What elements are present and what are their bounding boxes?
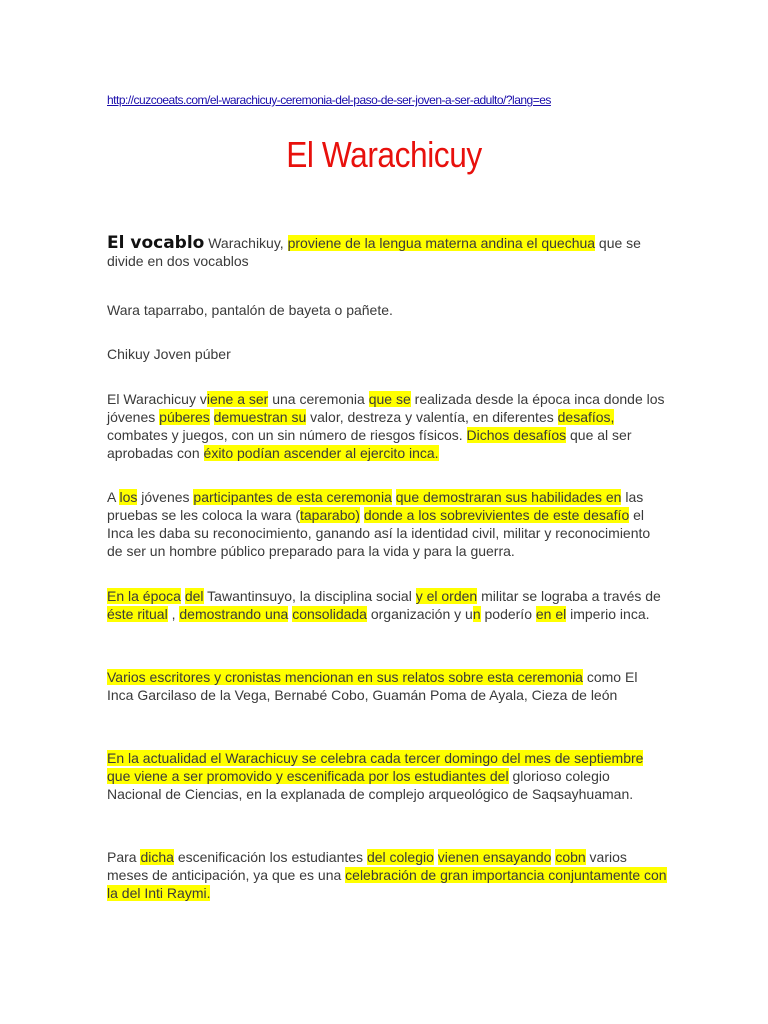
paragraph-epoca <box>107 587 667 623</box>
paragraph-wara <box>107 301 667 319</box>
body-text: que se divide en dos vocablos <box>107 235 641 269</box>
highlighted-text: vienen ensayando <box>437 849 552 865</box>
body-text: organización y u <box>366 606 473 622</box>
source-link[interactable]: http://cuzcoeats.com/el-warachicuy-ceremonia-del-paso-de-ser-joven-a-ser-adulto/?lang=es <box>107 93 551 107</box>
paragraph-chikuy <box>107 345 667 363</box>
highlighted-text: taparabo) <box>300 507 360 523</box>
body-text: poderío <box>480 606 536 622</box>
paragraph-actualidad <box>107 749 667 803</box>
highlighted-text: Dichos desafíos <box>466 427 567 443</box>
body-text: A <box>107 489 120 505</box>
highlighted-text: proviene de la lengua materna andina el quechua <box>287 235 596 251</box>
highlighted-text: que demostraran sus habilidades en <box>395 489 622 505</box>
highlighted-text: Varios escritores y cronistas mencionan en sus relatos sobre esta ceremonia <box>107 669 583 685</box>
body-text: jóvenes <box>137 489 194 505</box>
highlighted-text: En la época <box>107 588 181 604</box>
body-text: valor, destreza y valentía, en diferentes <box>306 409 558 425</box>
highlighted-text: del colegio <box>366 849 434 865</box>
body-text: combates y juegos, con un sin número de riesgos físicos. <box>107 427 467 443</box>
body-text: militar se lograba a través de <box>477 588 661 604</box>
highlighted-text: participantes de esta ceremonia <box>193 489 392 505</box>
highlighted-text: donde a los sobrevivientes de este desafío <box>363 507 630 523</box>
body-text: , <box>167 606 180 622</box>
body-text: glorioso colegio Nacional de Ciencias, en la explanada de complejo arqueológico de Saqsayhuaman. <box>107 768 634 802</box>
highlighted-text: iene a ser <box>206 391 269 407</box>
body-text: imperio inca. <box>566 606 650 622</box>
highlighted-text: cobn <box>555 849 586 865</box>
body-text: realizada desde la época inca donde los jóvenes <box>107 391 665 425</box>
body-text: varios meses de anticipación, ya que es una <box>107 849 627 883</box>
paragraph-warachicuy <box>107 390 667 462</box>
body-text: como El Inca Garcilaso de la Vega, Bernabé Cobo, Guamán Poma de Ayala, Cieza de león <box>107 669 638 703</box>
highlighted-text: y el orden <box>415 588 478 604</box>
highlighted-text: éste ritual <box>107 606 168 622</box>
body-text: Warachikuy, <box>204 235 288 251</box>
body-text: escenificación los estudiantes <box>173 849 367 865</box>
paragraph-escenificacion <box>107 848 667 902</box>
body-text: Wara taparrabo, pantalón de bayeta o pañete. <box>107 302 393 318</box>
highlighted-text: celebración de gran importancia conjuntamente con la del Inti Raymi. <box>107 867 667 901</box>
highlighted-text: demostrando una <box>179 606 289 622</box>
body-text: El Warachicuy v <box>107 391 207 407</box>
paragraph-vocablo <box>107 234 667 270</box>
highlighted-text: éxito podían ascender al ejercito inca. <box>203 445 439 461</box>
highlighted-text: del <box>184 588 204 604</box>
paragraph-cronistas <box>107 668 667 704</box>
body-text: Tawantinsuyo, la disciplina social <box>203 588 416 604</box>
highlighted-text: n <box>472 606 481 622</box>
highlighted-text: en el <box>535 606 567 622</box>
body-text: Chikuy Joven púber <box>107 346 231 362</box>
paragraph-jovenes <box>107 488 667 560</box>
highlighted-text: que se <box>368 391 411 407</box>
highlighted-text: desafíos, <box>557 409 615 425</box>
body-text: que al ser aprobadas con <box>107 427 632 461</box>
highlighted-text: dicha <box>140 849 174 865</box>
body-text: el Inca les daba su reconocimiento, ganando así la identidad civil, militar y reconocimiento de ser un hombre público preparado para la vida y para la guerra. <box>107 507 651 559</box>
body-text: una ceremonia <box>268 391 369 407</box>
highlighted-text: púberes <box>159 409 210 425</box>
document-title: El Warachicuy <box>286 134 482 175</box>
highlighted-text: En la actualidad el Warachicuy se celebra cada tercer domingo del mes de septiembre que viene a ser promovido y escenificada por los estudiantes del <box>107 750 644 784</box>
highlighted-text: los <box>119 489 138 505</box>
highlighted-text: consolidada <box>292 606 367 622</box>
lead-term: El vocablo <box>107 233 205 253</box>
body-text: las pruebas se les coloca la wara ( <box>107 489 644 523</box>
highlighted-text: demuestran su <box>213 409 307 425</box>
body-text: Para <box>107 849 141 865</box>
